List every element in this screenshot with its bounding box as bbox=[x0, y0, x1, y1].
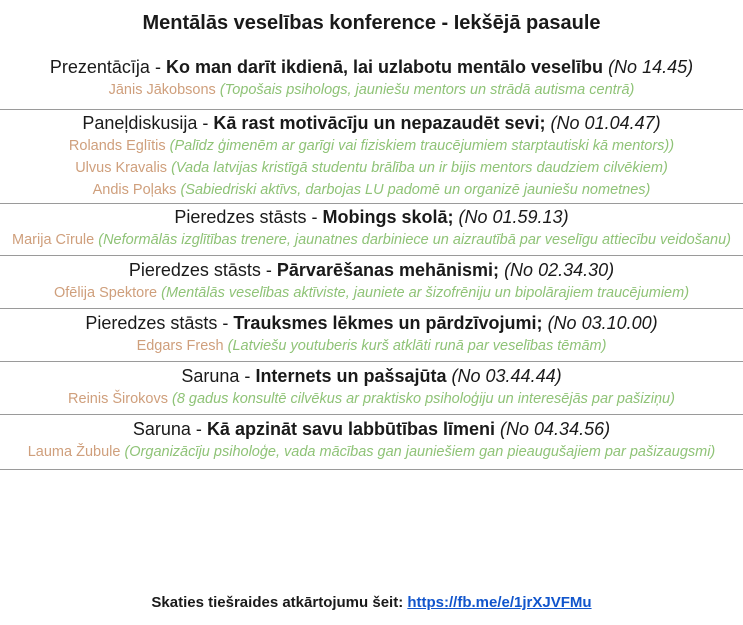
session-type: Pieredzes stāsts - bbox=[128, 260, 277, 280]
session-block bbox=[0, 110, 743, 204]
speaker-name: Jānis Jākobsons bbox=[108, 82, 216, 98]
speaker-description: (Organizācīju psiholoģe, vada mācības gan jauniešiem gan pieaugušajiem par pašizaugsmi) bbox=[124, 444, 716, 460]
replay-link[interactable]: https://fb.me/e/1jrXJVFMu bbox=[407, 594, 592, 611]
session-topic: Ko man darīt ikdienā, lai uzlabotu mentālo veselību bbox=[165, 57, 604, 77]
session-heading bbox=[4, 311, 739, 335]
session-timestamp: (No 03.44.44) bbox=[451, 366, 562, 386]
session-heading bbox=[4, 364, 739, 388]
speaker-name: Lauma Žubule bbox=[27, 444, 121, 460]
speaker-line bbox=[4, 79, 739, 101]
session-type: Paneļdiskusija - bbox=[82, 113, 214, 133]
speaker-name: Edgars Fresh bbox=[136, 338, 224, 354]
session-block bbox=[0, 256, 743, 309]
session-block bbox=[0, 46, 743, 110]
session-type: Saruna - bbox=[181, 366, 256, 386]
speaker-line bbox=[4, 335, 739, 357]
speaker-name: Andis Poļaks bbox=[92, 182, 177, 198]
replay-footer bbox=[0, 594, 743, 611]
session-heading bbox=[4, 111, 739, 135]
session-block bbox=[0, 362, 743, 415]
session-heading bbox=[4, 258, 739, 282]
session-topic: Kā rast motivācīju un nepazaudēt sevi; bbox=[213, 113, 546, 133]
session-timestamp: (No 02.34.30) bbox=[504, 260, 615, 280]
speaker-line bbox=[4, 135, 739, 157]
session-timestamp: (No 14.45) bbox=[608, 57, 694, 77]
replay-label: Skaties tiešraides atkārtojumu šeit: bbox=[151, 594, 408, 611]
session-type: Saruna - bbox=[132, 419, 207, 439]
speaker-name: Ofēlija Spektore bbox=[53, 285, 158, 301]
session-topic: Mobings skolā; bbox=[322, 207, 454, 227]
session-topic: Kā apzināt savu labbūtības līmeni bbox=[206, 419, 496, 439]
speaker-name: Rolands Eglītis bbox=[68, 138, 166, 154]
session-topic: Trauksmes lēkmes un pārdzīvojumi; bbox=[233, 313, 543, 333]
session-type: Pieredzes stāsts - bbox=[85, 313, 234, 333]
speaker-line bbox=[4, 157, 739, 179]
speaker-description: (Topošais psihologs, jauniešu mentors un strādā autisma centrā) bbox=[219, 82, 635, 98]
speaker-line bbox=[4, 229, 739, 251]
session-block bbox=[0, 415, 743, 470]
session-topic: Pārvarēšanas mehānismi; bbox=[276, 260, 500, 280]
session-timestamp: (No 01.04.47) bbox=[550, 113, 661, 133]
session-timestamp: (No 04.34.56) bbox=[500, 419, 611, 439]
page-title: Mentālās veselības konference - Iekšējā pasaule bbox=[142, 12, 601, 34]
session-type: Pieredzes stāsts - bbox=[174, 207, 323, 227]
session-heading bbox=[4, 417, 739, 441]
session-heading bbox=[4, 55, 739, 79]
session-timestamp: (No 03.10.00) bbox=[547, 313, 658, 333]
speaker-description: (Neformālās izglītības trenere, jaunatnes darbiniece un aizrautībā par veselīgu attiecību veidošanu) bbox=[98, 232, 731, 248]
speaker-name: Marija Cīrule bbox=[12, 232, 95, 248]
speaker-line bbox=[4, 388, 739, 410]
speaker-description: (Palīdz ģimenēm ar garīgi vai fiziskiem traucējumiem starptautiski kā mentors)) bbox=[169, 138, 675, 154]
session-block bbox=[0, 204, 743, 256]
speaker-name: Ulvus Kravalis bbox=[75, 160, 168, 176]
speaker-description: (Sabiedriski aktīvs, darbojas LU padomē un organizē jauniešu nometnes) bbox=[180, 182, 651, 198]
session-timestamp: (No 01.59.13) bbox=[458, 207, 569, 227]
speaker-description: (Latviešu youtuberis kurš atklāti runā par veselības tēmām) bbox=[227, 338, 607, 354]
speaker-line bbox=[4, 441, 739, 463]
speaker-description: (8 gadus konsultē cilvēkus ar praktisko psiholoģiju un interesējās par pašiziņu) bbox=[172, 391, 675, 407]
session-topic: Internets un pašsajūta bbox=[255, 366, 447, 386]
speaker-name: Reinis Širokovs bbox=[68, 391, 168, 407]
speaker-description: (Mentālās veselības aktīviste, jauniete ar šizofrēniju un bipolārajiem traucējumiem) bbox=[161, 285, 690, 301]
session-type: Prezentācīja - bbox=[49, 57, 166, 77]
session-block bbox=[0, 309, 743, 362]
speaker-line bbox=[4, 282, 739, 304]
speaker-description: (Vada latvijas kristīgā studentu brālība un ir bijis mentors daudziem cilvēkiem) bbox=[171, 160, 668, 176]
session-heading bbox=[4, 205, 739, 229]
speaker-line bbox=[4, 179, 739, 201]
session-list bbox=[0, 46, 743, 470]
